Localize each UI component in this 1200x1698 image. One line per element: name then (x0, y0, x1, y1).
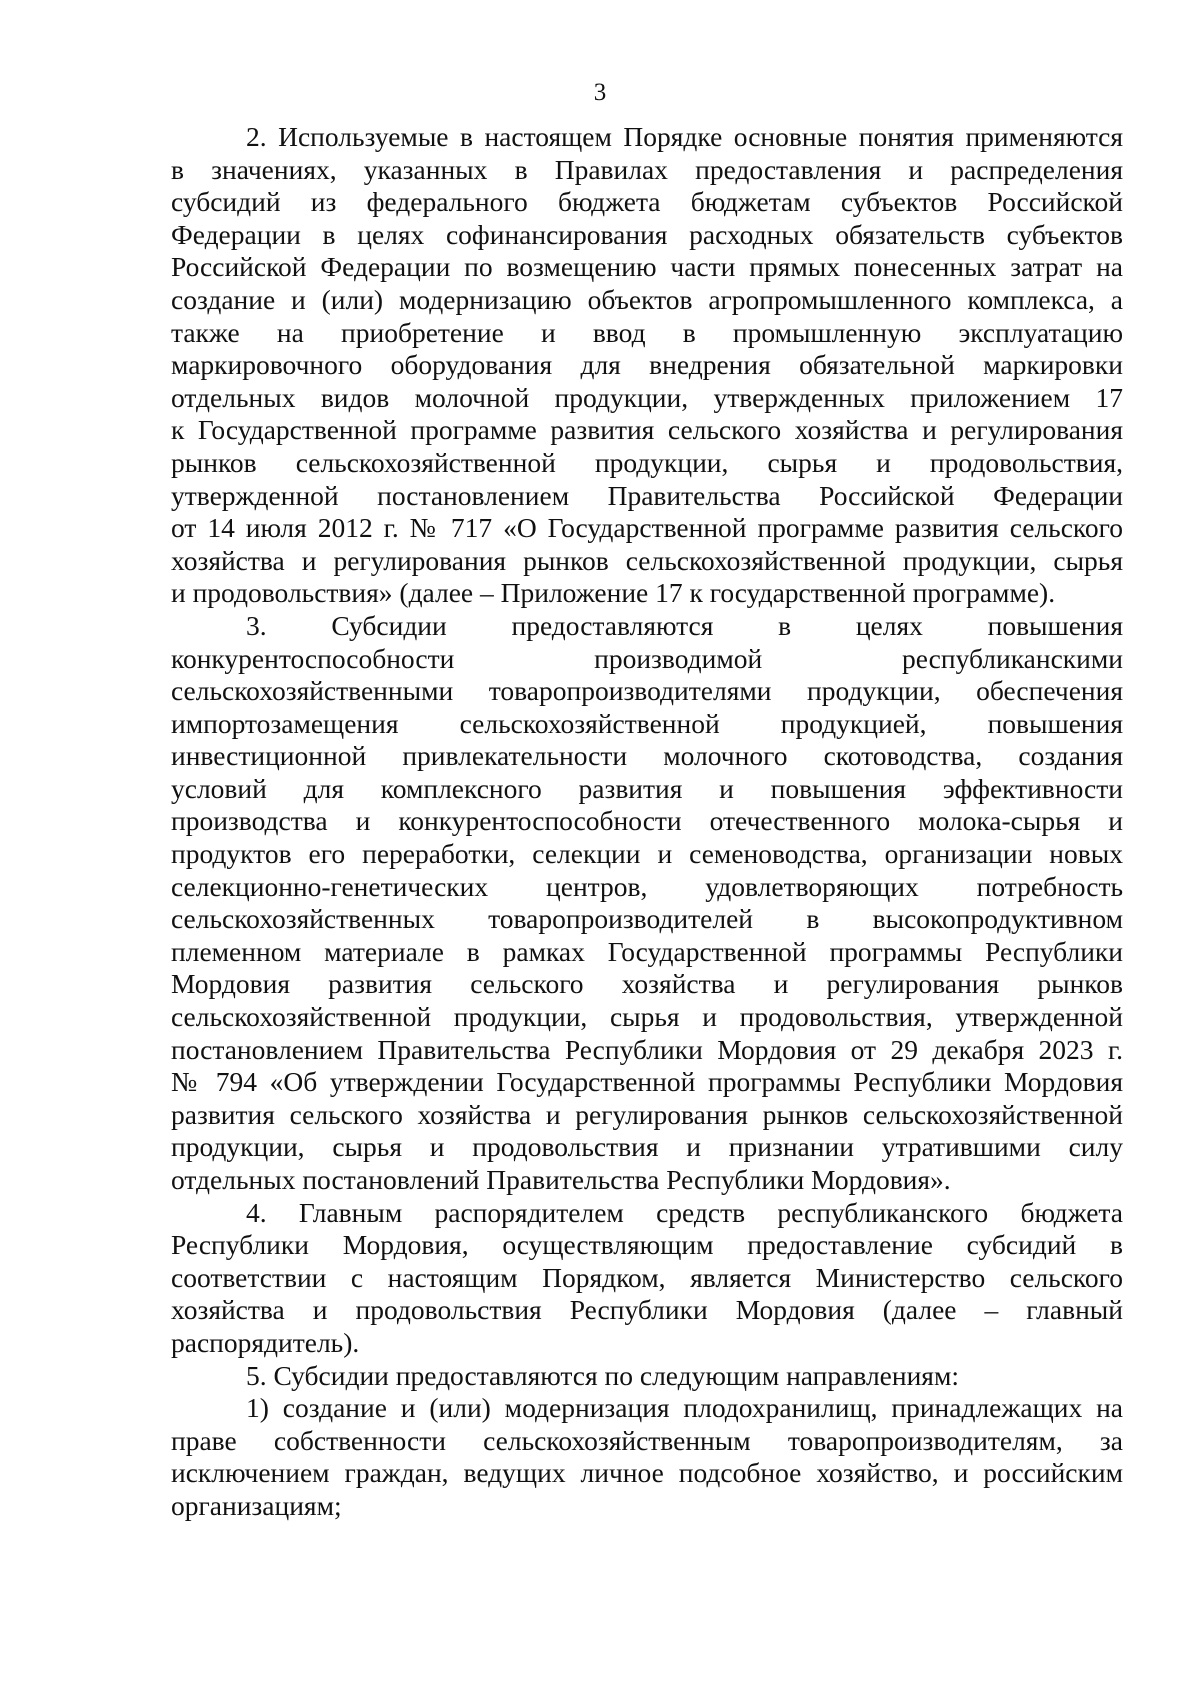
text-line: Республики Мордовия, осуществляющим предоставление субсидий в (171, 1229, 1123, 1261)
text-line: № 794 «Об утверждении Государственной программы Республики Мордовия (171, 1066, 1123, 1098)
text-line: к Государственной программе развития сельского хозяйства и регулирования (171, 414, 1123, 446)
text-line: соответствии с настоящим Порядком, является Министерство сельского (171, 1261, 1123, 1293)
text-line: отдельных видов молочной продукции, утвержденных приложением 17 (171, 381, 1123, 413)
text-line: Мордовия развития сельского хозяйства и регулирования рынков (171, 968, 1123, 1000)
text-line: 4. Главным распорядителем средств республиканского бюджета (246, 1196, 1123, 1228)
text-line: продуктов его переработки, селекции и семеноводства, организации новых (171, 838, 1123, 870)
paragraph-5-item-1 (171, 1392, 1123, 1522)
text-line: селекционно-генетических центров, удовлетворяющих потребность (171, 870, 1123, 902)
text-line: импортозамещения сельскохозяйственной продукцией, повышения (171, 707, 1123, 739)
page-number: 3 (593, 79, 607, 106)
text-line: Российской Федерации по возмещению части прямых понесенных затрат на (171, 251, 1123, 283)
text-line: распорядитель). (171, 1326, 360, 1358)
text-line: отдельных постановлений Правительства Республики Мордовия». (171, 1164, 951, 1195)
text-line: конкурентоспособности производимой республиканскими (171, 642, 1123, 674)
text-line: и продовольствия» (далее – Приложение 17 к государственной программе). (171, 577, 1056, 609)
paragraph-4 (171, 1197, 1123, 1360)
text-line: 3. Субсидии предоставляются в целях повышения (246, 609, 1123, 641)
text-line: сельскохозяйственной продукции, сырья и продовольствия, утвержденной (171, 1001, 1123, 1033)
text-line: 1) создание и (или) модернизация плодохранилищ, принадлежащих на (246, 1392, 1123, 1424)
text-line: производства и конкурентоспособности отечественного молока-сырья и (171, 805, 1123, 837)
text-line: 2. Используемые в настоящем Порядке основные понятия применяются (246, 121, 1123, 152)
text-line: сельскохозяйственными товаропроизводителями продукции, обеспечения (171, 675, 1123, 707)
text-line: хозяйства и продовольствия Республики Мордовия (далее – главный (171, 1294, 1123, 1326)
paragraph-5 (171, 1360, 1123, 1393)
text-line: условий для комплексного развития и повышения эффективности (171, 772, 1123, 804)
text-line: постановлением Правительства Республики Мордовия от 29 декабря 2023 г. (171, 1033, 1123, 1065)
text-line: организациям; (171, 1489, 342, 1521)
text-line: в значениях, указанных в Правилах предоставления и распределения (171, 153, 1123, 185)
paragraph-2 (171, 121, 1123, 610)
text-line: также на приобретение и ввод в промышленную эксплуатацию (171, 316, 1123, 348)
text-line: утвержденной постановлением Правительства Российской Федерации (171, 479, 1123, 511)
text-line: продукции, сырья и продовольствия и признании утратившими силу (171, 1131, 1123, 1163)
text-line: рынков сельскохозяйственной продукции, сырья и продовольствия, (171, 446, 1123, 478)
text-line: развития сельского хозяйства и регулирования рынков сельскохозяйственной (171, 1098, 1123, 1130)
text-line: Федерации в целях софинансирования расходных обязательств субъектов (171, 218, 1123, 250)
text-line: инвестиционной привлекательности молочного скотоводства, создания (171, 740, 1123, 772)
text-line: сельскохозяйственных товаропроизводителей в высокопродуктивном (171, 903, 1123, 935)
text-line: субсидий из федерального бюджета бюджетам субъектов Российской (171, 186, 1123, 218)
text-line: от 14 июля 2012 г. № 717 «О Государственной программе развития сельского (171, 512, 1123, 544)
text-line: праве собственности сельскохозяйственным товаропроизводителям, за (171, 1424, 1123, 1456)
paragraph-3 (171, 610, 1123, 1197)
text-line: хозяйства и регулирования рынков сельскохозяйственной продукции, сырья (171, 544, 1123, 576)
text-line: 5. Субсидии предоставляются по следующим направлениям: (246, 1359, 959, 1391)
text-line: создание и (или) модернизацию объектов агропромышленного комплекса, а (171, 283, 1123, 315)
document-body (171, 121, 1123, 1523)
text-line: маркировочного оборудования для внедрения обязательной маркировки (171, 349, 1123, 381)
text-line: исключением граждан, ведущих личное подсобное хозяйство, и российским (171, 1457, 1123, 1489)
text-line: племенном материале в рамках Государственной программы Республики (171, 935, 1123, 967)
